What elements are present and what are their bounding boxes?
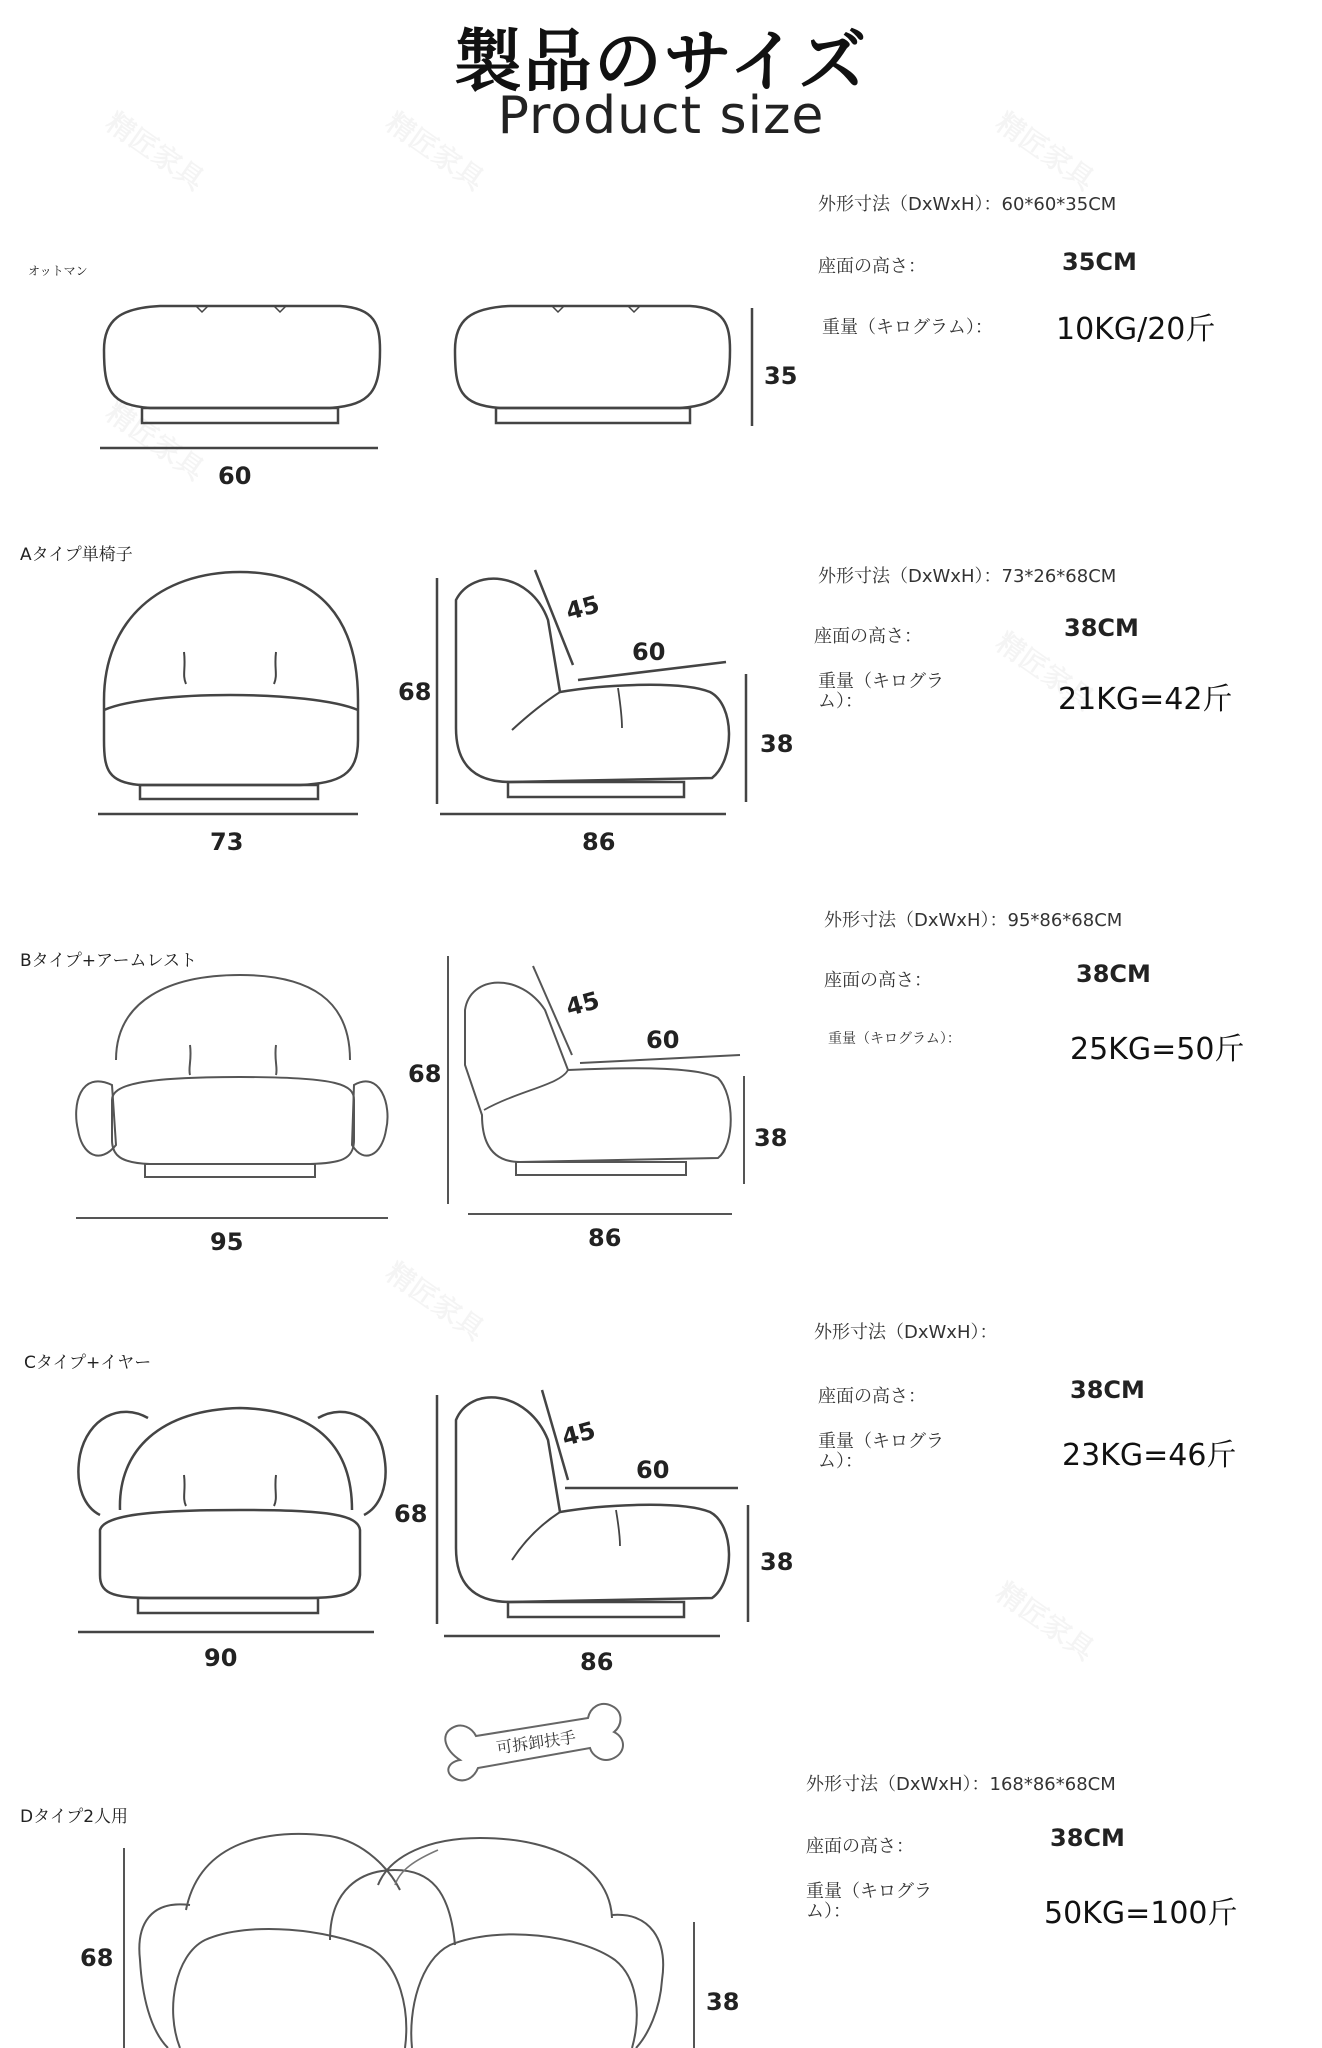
seat-height-value: 38CM — [1050, 1824, 1125, 1852]
weight-label: 重量（キログラム）： — [818, 1431, 944, 1472]
dim-back: 45 — [562, 590, 603, 626]
bone-tag-label: 可拆卸扶手 — [495, 1727, 578, 1758]
weight-label: 重量（キログラム）： — [828, 1031, 961, 1047]
dim-height: 68 — [408, 1060, 442, 1088]
section-label-type-a: Aタイプ単椅子 — [20, 545, 133, 565]
weight-value: 21KG=42斤 — [1058, 682, 1233, 717]
section-label-type-b: Bタイプ+アームレスト — [20, 951, 198, 971]
dim-back: 45 — [558, 1416, 599, 1452]
dim-seat-depth: 60 — [646, 1026, 680, 1054]
dim-width: 73 — [210, 828, 244, 856]
spec-dimensions: 外形寸法（DxWxH）：60*60*35CM — [818, 194, 1117, 215]
dim-width: 60 — [218, 462, 252, 490]
seat-height-label: 座面の高さ： — [824, 970, 932, 991]
dim-seat-height: 38 — [706, 1988, 740, 2016]
seat-height-label: 座面の高さ： — [806, 1836, 914, 1857]
seat-height-label: 座面の高さ： — [818, 256, 926, 277]
page-title-jp: 製品のサイズ — [453, 23, 869, 102]
dim-seat-height: 38 — [760, 1548, 794, 1576]
weight-value: 50KG=100斤 — [1044, 1896, 1238, 1931]
spec-dimensions: 外形寸法（DxWxH）：73*26*68CM — [818, 566, 1117, 587]
page-title-en: Product size — [497, 86, 825, 146]
seat-height-value: 35CM — [1062, 248, 1137, 276]
dim-depth: 86 — [582, 828, 616, 856]
dim-depth: 86 — [588, 1224, 622, 1252]
dim-height: 68 — [398, 678, 432, 706]
dim-seat-depth: 60 — [632, 638, 666, 666]
dim-height: 35 — [764, 362, 798, 390]
type-d-drawing — [124, 1834, 694, 2048]
weight-label: 重量（キログラム）： — [806, 1881, 932, 1922]
spec-dimensions: 外形寸法（DxWxH）：168*86*68CM — [806, 1774, 1116, 1795]
seat-height-value: 38CM — [1076, 960, 1151, 988]
dim-seat-height: 38 — [760, 730, 794, 758]
dim-width: 95 — [210, 1228, 244, 1256]
dim-back: 45 — [562, 986, 603, 1022]
weight-label: 重量（キログラム）： — [822, 317, 993, 338]
dim-height: 68 — [80, 1944, 114, 1972]
section-label-ottoman: オットマン — [28, 264, 88, 278]
seat-height-label: 座面の高さ： — [818, 1386, 926, 1407]
seat-height-label: 座面の高さ： — [814, 626, 922, 647]
dim-width: 90 — [204, 1644, 238, 1672]
spec-dimensions: 外形寸法（DxWxH）： — [814, 1322, 998, 1343]
weight-label: 重量（キログラム）： — [818, 671, 944, 712]
dim-depth: 86 — [580, 1648, 614, 1676]
dim-seat-depth: 60 — [636, 1456, 670, 1484]
weight-value: 10KG/20斤 — [1056, 312, 1216, 347]
seat-height-value: 38CM — [1064, 614, 1139, 642]
section-label-type-d: Dタイプ2人用 — [20, 1807, 129, 1827]
dim-height: 68 — [394, 1500, 428, 1528]
spec-dimensions: 外形寸法（DxWxH）：95*86*68CM — [824, 910, 1123, 931]
weight-value: 25KG=50斤 — [1070, 1032, 1245, 1067]
section-label-type-c: Cタイプ+イヤー — [24, 1353, 152, 1373]
dim-seat-height: 38 — [754, 1124, 788, 1152]
seat-height-value: 38CM — [1070, 1376, 1145, 1404]
weight-value: 23KG=46斤 — [1062, 1438, 1237, 1473]
